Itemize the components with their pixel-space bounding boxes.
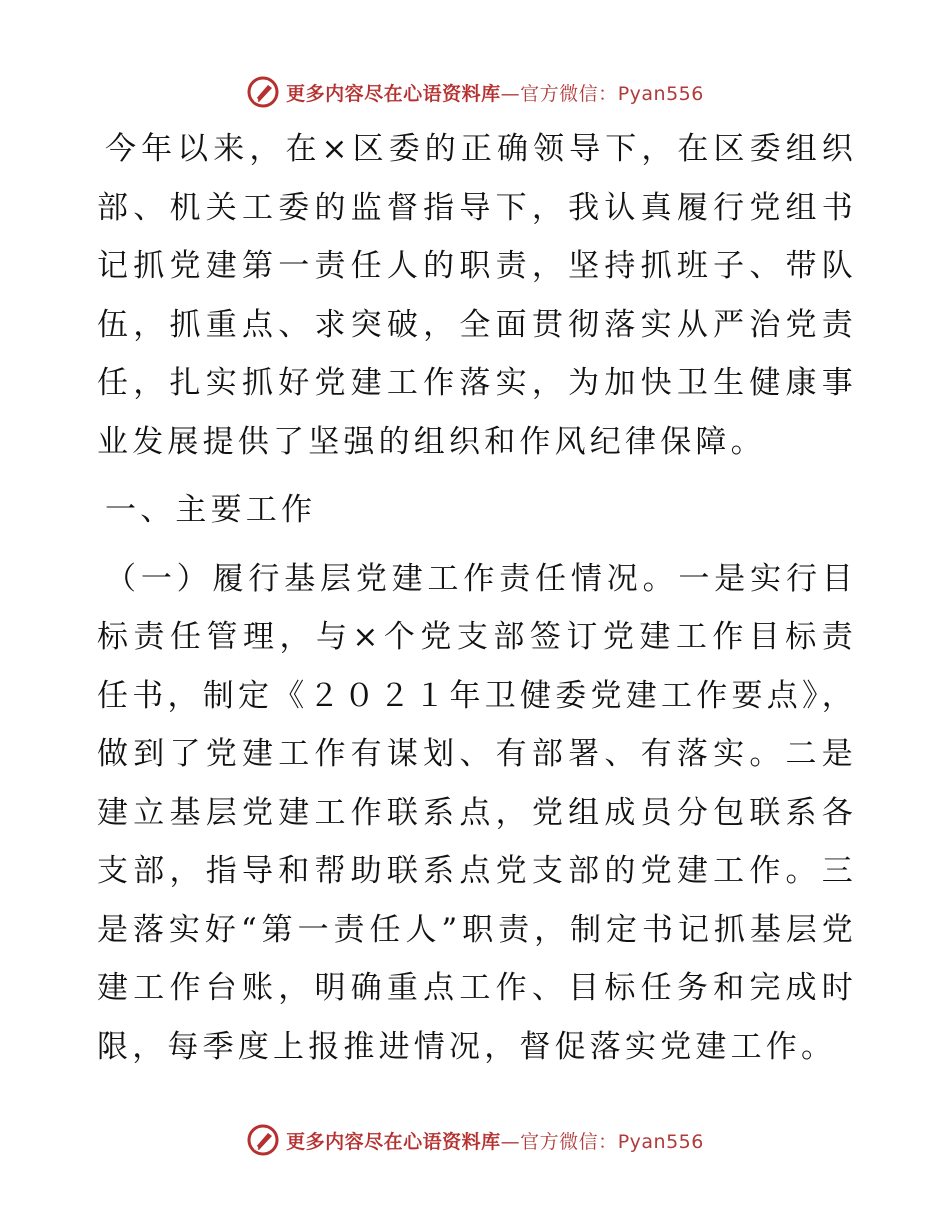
watermark-wechat-label: 官方微信：: [520, 1130, 618, 1153]
document-body: [97, 120, 857, 1076]
watermark-dash: —: [500, 82, 521, 105]
watermark-text: [286, 79, 704, 106]
watermark-wechat-label: 官方微信：: [520, 82, 618, 105]
watermark-text: [286, 1127, 704, 1154]
watermark-main: 更多内容尽在心语资料库: [286, 1130, 501, 1153]
subsection-paragraph: （一）履行基层党建工作责任情况。一是实行目标责任管理，与×个党支部签订党建工作目标责任书，制定《２０２１年卫健委党建工作要点》，做到了党建工作有谋划、有部署、有落实。二是建立基层党建工作联系点，党组成员分包联系各支部，指导和帮助联系点党支部的党建工作。三是落实好“第一责任人”职责，制定书记抓基层党建工作台账，明确重点工作、目标任务和完成时限，每季度上报推进情况，督促落实党建工作。: [97, 560, 857, 1065]
watermark-banner-top: [0, 72, 950, 112]
pen-circle-icon: [246, 75, 280, 109]
intro-paragraph: 今年以来，在×区委的正确领导下，在区委组织部、机关工委的监督指导下，我认真履行党组书记抓党建第一责任人的职责，坚持抓班子、带队伍，抓重点、求突破，全面贯彻落实从严治党责任，扎实抓好党建工作落实，为加快卫生健康事业发展提供了坚强的组织和作风纪律保障。: [97, 131, 857, 460]
watermark-wechat-id: Pyan556: [617, 82, 704, 105]
pen-circle-icon: [246, 1123, 280, 1157]
watermark-banner-bottom: [0, 1120, 950, 1160]
watermark-dash: —: [500, 1130, 521, 1153]
watermark-main: 更多内容尽在心语资料库: [286, 82, 501, 105]
watermark-wechat-id: Pyan556: [617, 1130, 704, 1153]
section-heading: 一、主要工作: [105, 492, 317, 528]
